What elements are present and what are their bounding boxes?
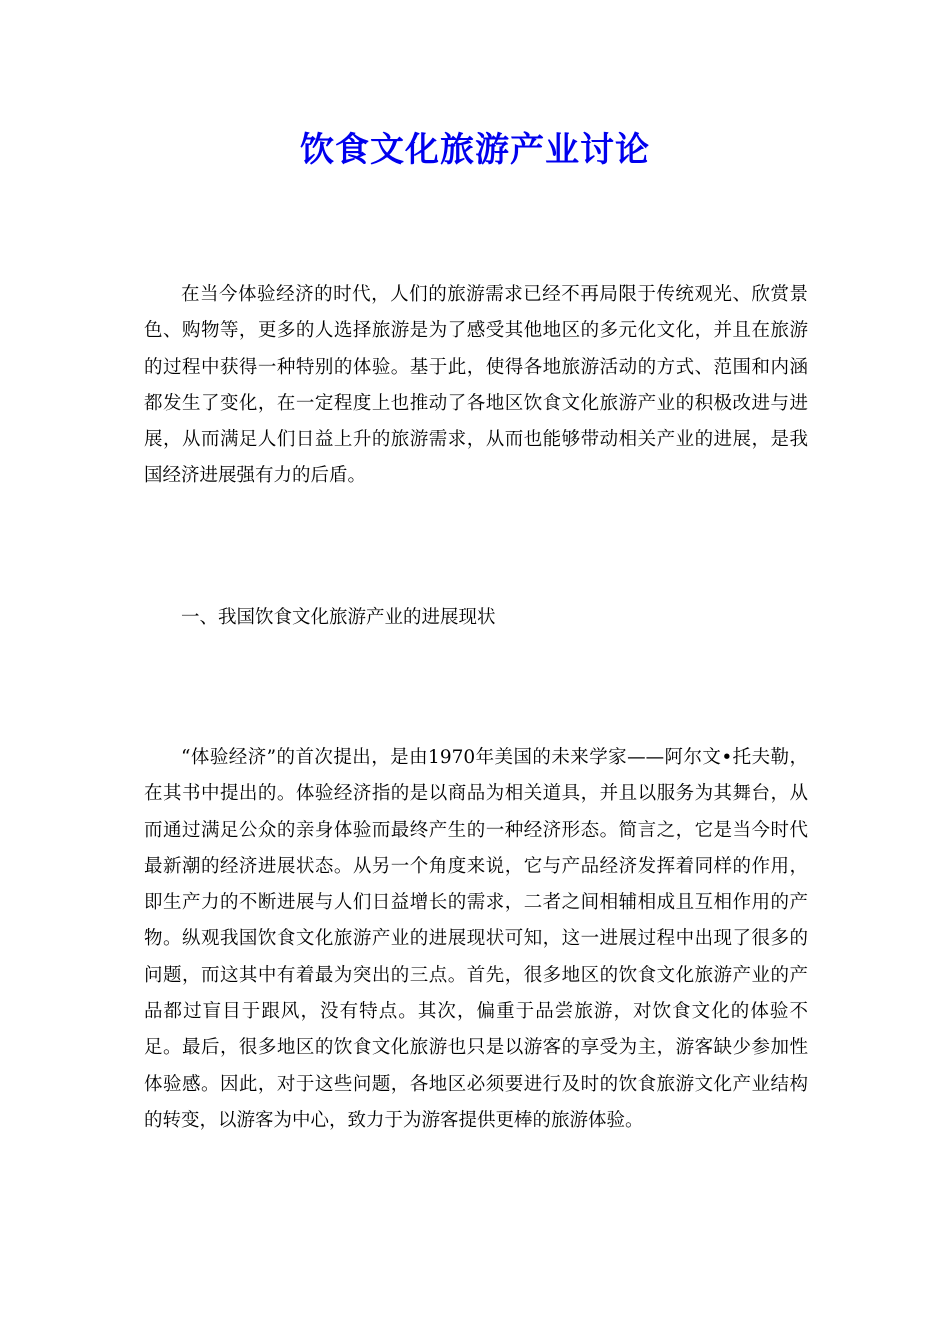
- section-heading: 一、我国饮食文化旅游产业的进展现状: [181, 607, 496, 628]
- intro-paragraph: 在当今体验经济的时代，人们的旅游需求已经不再局限于传统观光、欣赏景色、购物等，更多的人选择旅游是为了感受其他地区的多元化文化，并且在旅游的过程中获得一种特别的体验。基于此，使得各地旅游活动的方式、范围和内涵都发生了变化，在一定程度上也推动了各地区饮食文化旅游产业的积极改进与进展，从而满足人们日益上升的旅游需求，从而也能够带动相关产业的进展，是我国经济进展强有力的后盾。: [144, 284, 808, 487]
- body-paragraph: “体验经济”的首次提出，是由1970年美国的未来学家——阿尔文•托夫勒，在其书中提出的。体验经济指的是以商品为相关道具，并且以服务为其舞台，从而通过满足公众的亲身体验而最终产生的一种经济形态。简言之，它是当今时代最新潮的经济进展状态。从另一个角度来说，它与产品经济发挥着同样的作用，即生产力的不断进展与人们日益增长的需求，二者之间相辅相成且互相作用的产物。纵观我国饮食文化旅游产业的进展现状可知，这一进展过程中出现了很多的问题，而这其中有着最为突出的三点。首先，很多地区的饮食文化旅游产业的产品都过盲目于跟风，没有特点。其次，偏重于品尝旅游，对饮食文化的体验不足。最后，很多地区的饮食文化旅游也只是以游客的享受为主，游客缺少参加性体验感。因此，对于这些问题，各地区必须要进行及时的饮食旅游文化产业结构的转变，以游客为中心，致力于为游客提供更棒的旅游体验。: [144, 747, 808, 1131]
- document-title: 饮食文化旅游产业讨论: [300, 130, 650, 170]
